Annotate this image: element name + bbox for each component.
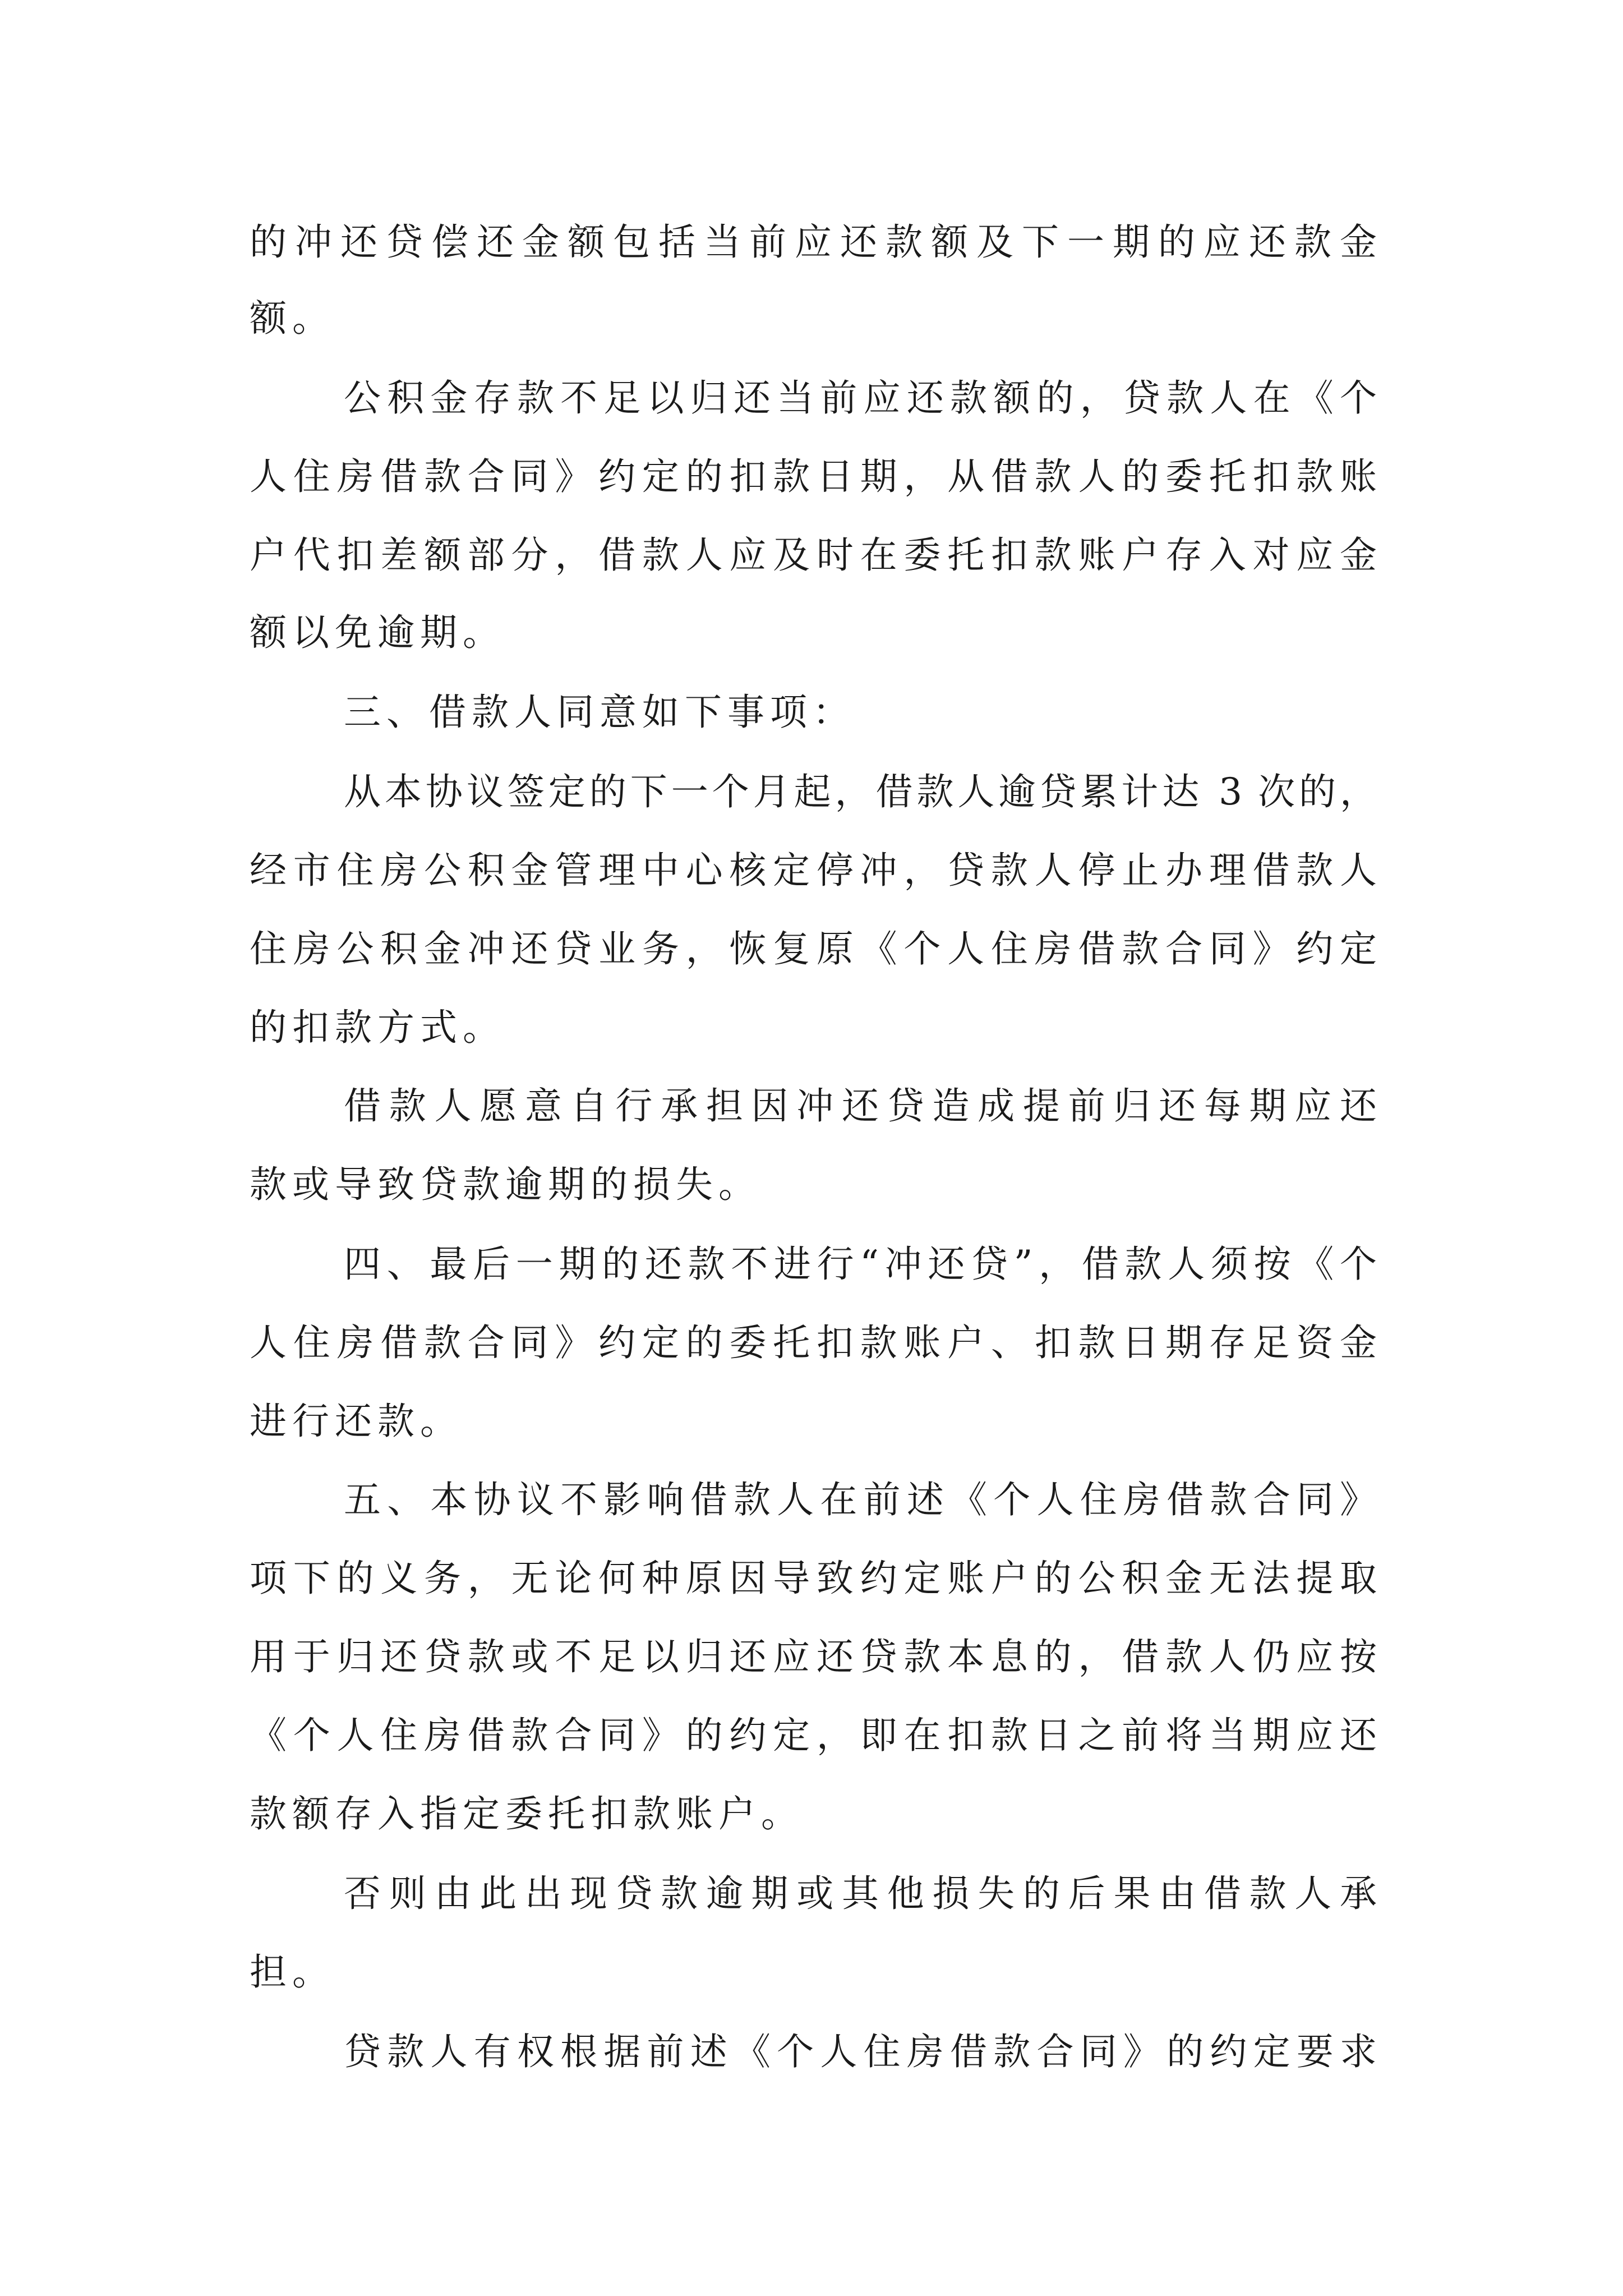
text-line: 的冲还贷偿还金额包括当前应还款额及下一期的应还款金: [250, 220, 1377, 264]
section-heading: 三、借款人同意如下事项：: [344, 691, 855, 734]
text-line: 公积金存款不足以归还当前应还款额的，贷款人在《个: [344, 376, 1377, 420]
text-line: 款或导致贷款逾期的损失。: [250, 1163, 761, 1206]
text-line: 五、本协议不影响借款人在前述《个人住房借款合同》: [344, 1478, 1377, 1521]
text-line: 人住房借款合同》约定的扣款日期，从借款人的委托扣款账: [250, 455, 1377, 498]
text-line: 进行还款。: [250, 1400, 463, 1443]
text-line: 项下的义务，无论何种原因导致约定账户的公积金无法提取: [250, 1557, 1377, 1600]
text-line: 四、最后一期的还款不进行“冲还贷”，借款人须按《个: [344, 1243, 1377, 1286]
text-line: 住房公积金冲还贷业务，恢复原《个人住房借款合同》约定: [250, 927, 1377, 970]
text-line: 额。: [250, 297, 335, 340]
text-line: 额以免逾期。: [250, 611, 505, 654]
text-line: 经市住房公积金管理中心核定停冲，贷款人停止办理借款人: [250, 849, 1377, 892]
text-line: 人住房借款合同》约定的委托扣款账户、扣款日期存足资金: [250, 1321, 1377, 1364]
text-line: 贷款人有权根据前述《个人住房借款合同》的约定要求: [344, 2030, 1377, 2073]
text-line: 从本协议签定的下一个月起，借款人逾贷累计达 3 次的，: [344, 770, 1377, 813]
text-line: 用于归还贷款或不足以归还应还贷款本息的，借款人仍应按: [250, 1635, 1377, 1678]
text-line: 《个人住房借款合同》的约定，即在扣款日之前将当期应还: [250, 1714, 1377, 1757]
text-line: 的扣款方式。: [250, 1006, 505, 1049]
text-line: 款额存入指定委托扣款账户。: [250, 1792, 804, 1835]
text-line: 担。: [250, 1950, 335, 1994]
text-line: 借款人愿意自行承担因冲还贷造成提前归还每期应还: [344, 1084, 1377, 1128]
text-line: 否则由此出现贷款逾期或其他损失的后果由借款人承: [344, 1872, 1377, 1915]
text-line: 户代扣差额部分，借款人应及时在委托扣款账户存入对应金: [250, 533, 1377, 577]
